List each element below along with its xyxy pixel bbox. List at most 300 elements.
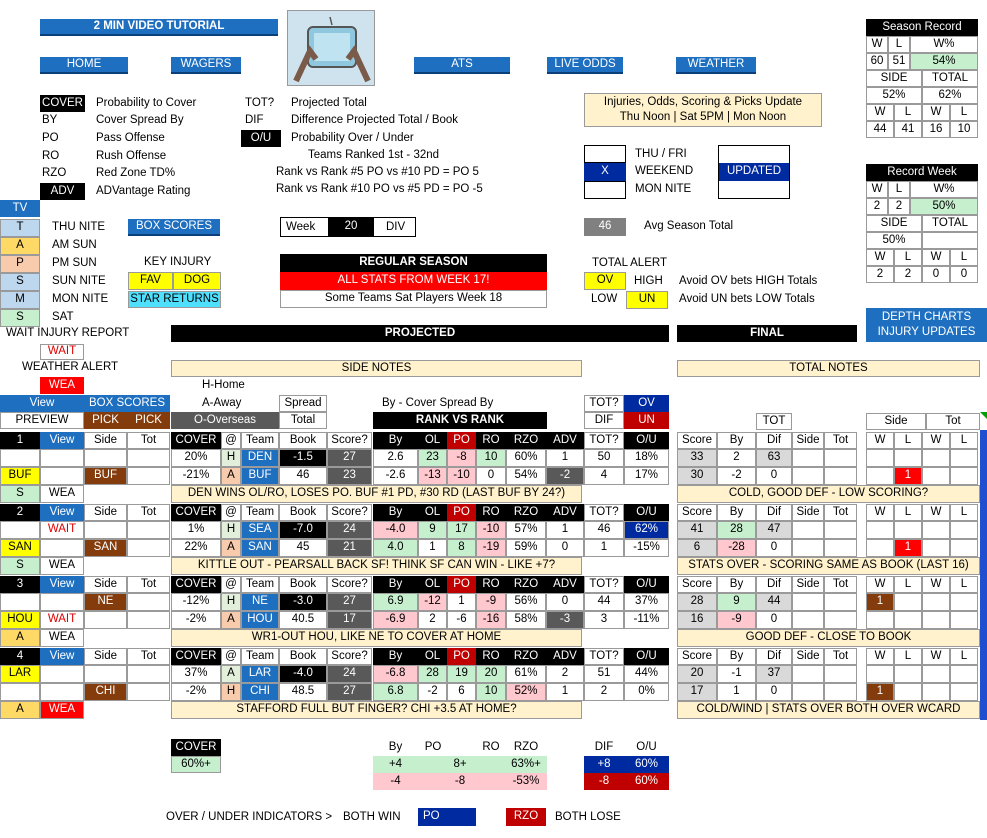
live-odds-button[interactable]: LIVE ODDS [547, 57, 623, 74]
cell-book: -7.0 [279, 521, 327, 539]
col-header-book: Book [279, 576, 327, 593]
final-tot [824, 683, 857, 701]
cell-po: 17 [447, 521, 476, 539]
cell-adv: 1 [546, 683, 584, 701]
col-header-score: Score? [327, 648, 372, 665]
time-slot [0, 449, 40, 467]
cell-ou: 17% [624, 467, 669, 485]
record-w2 [922, 449, 950, 467]
season_record-h3: L [894, 104, 922, 121]
preview-label: PREVIEW [0, 412, 84, 429]
cell-ha: H [221, 449, 241, 467]
cell-rzo: 56% [506, 593, 546, 611]
cell-score: 27 [327, 449, 372, 467]
pick-tot[interactable] [127, 449, 170, 467]
cell-book: -1.5 [279, 449, 327, 467]
game-number: 2 [0, 504, 40, 521]
time-slot [0, 593, 40, 611]
col-header-ol: OL [418, 432, 447, 449]
cell-ou: 18% [624, 449, 669, 467]
cell-by: 4.0 [373, 539, 418, 557]
final-header-fs: Score [677, 504, 717, 521]
updated-frame [718, 145, 790, 199]
col-header-team: Team [241, 648, 279, 665]
season_record-v3: 44 [866, 121, 894, 138]
record-l2 [950, 611, 978, 629]
pick-side[interactable] [84, 665, 127, 683]
tot-header: Tot [127, 504, 170, 521]
cell-po: 8 [447, 539, 476, 557]
cell-po: 19 [447, 665, 476, 683]
pick-tot[interactable] [127, 521, 170, 539]
record_week-total-value [922, 232, 978, 249]
final-fs: 20 [677, 665, 717, 683]
time-code: P [0, 255, 40, 273]
h-home-label: H-Home [202, 379, 245, 391]
cell-ou: 0% [624, 683, 669, 701]
final-tot [824, 521, 857, 539]
rzo-indicator: RZO [506, 808, 546, 826]
season_record-total-label: TOTAL [922, 70, 978, 87]
pick-tot[interactable] [127, 539, 170, 557]
weather-button[interactable]: WEATHER [676, 57, 756, 74]
view-header-button[interactable]: View [0, 395, 84, 412]
pick-side[interactable] [84, 611, 127, 629]
cell-team: CHI [241, 683, 279, 701]
record-header: W [866, 576, 894, 593]
col-header-by: By [373, 504, 418, 521]
record-header: W [922, 648, 950, 665]
col-header-cover: COVER [171, 648, 221, 665]
cell-rzo: 59% [506, 539, 546, 557]
tv-badge: TV [0, 200, 40, 217]
record_week-v1: 2 [866, 198, 888, 215]
div-label: DIV [386, 221, 406, 233]
col-header-ro: RO [476, 504, 506, 521]
col-header-ol: OL [418, 576, 447, 593]
depth-charts-button[interactable] [866, 308, 987, 342]
cell-score: 27 [327, 593, 372, 611]
time-code: M [0, 291, 40, 309]
cell-po: -6 [447, 611, 476, 629]
record-w1: 1 [866, 593, 894, 611]
po-pos: 8+ [453, 757, 467, 770]
injury-note [40, 593, 84, 611]
time-label: SUN NITE [52, 275, 106, 288]
col-header-by: By [373, 648, 418, 665]
record_week-v3: 0 [950, 266, 978, 283]
cell-ha: H [221, 521, 241, 539]
view-button[interactable]: View [40, 576, 84, 593]
time-code: S [0, 273, 40, 291]
record-header: L [950, 432, 978, 449]
legend-key-ro: RO [42, 149, 60, 162]
star-returns-badge: STAR RETURNS [128, 291, 221, 308]
col-header-cover: COVER [171, 576, 221, 593]
record-header: W [922, 432, 950, 449]
col-header-po: PO [447, 504, 476, 521]
record-header: L [950, 576, 978, 593]
final-fb: -9 [717, 611, 756, 629]
final-header-fs: Score [677, 432, 717, 449]
cover-threshold-title: COVER [171, 739, 221, 756]
cell-ou: 44% [624, 665, 669, 683]
pick-side[interactable]: SAN [84, 539, 127, 557]
record-w2 [922, 467, 950, 485]
time-code: T [0, 219, 40, 237]
final-side [792, 467, 824, 485]
view-button[interactable]: View [40, 432, 84, 449]
record-w1 [866, 611, 894, 629]
cell-cover: -21% [171, 467, 221, 485]
pick-tot[interactable] [127, 665, 170, 683]
wagers-button[interactable]: WAGERS [171, 57, 241, 74]
season_record-side-value: 52% [866, 87, 922, 104]
season_record-v1: 51 [888, 53, 910, 70]
cell-ou: -15% [624, 539, 669, 557]
season_record-side-label: SIDE [866, 70, 922, 87]
final-header-fd: Dif [756, 648, 792, 665]
cell-ol: 1 [418, 539, 447, 557]
cell-rzo: 58% [506, 611, 546, 629]
time-label: THU NITE [52, 221, 106, 234]
rzo-pos: 63%+ [511, 757, 541, 770]
final-tot [824, 449, 857, 467]
cell-tot: 51 [584, 665, 624, 683]
cell-po: -8 [447, 449, 476, 467]
game-number: 3 [0, 576, 40, 593]
game-number: 1 [0, 432, 40, 449]
record-week-title: Record Week [866, 164, 978, 181]
legend-key-rzo: RZO [42, 167, 67, 180]
record_week-h3: W [922, 249, 950, 266]
regular-season-title: REGULAR SEASON [280, 254, 547, 272]
time-label: PM SUN [52, 257, 97, 270]
rank-note-1: Teams Ranked 1st - 32nd [308, 149, 440, 161]
final-fs: 6 [677, 539, 717, 557]
key-injury-title: KEY INJURY [144, 256, 212, 268]
time-code: A [0, 701, 40, 719]
home-button[interactable]: HOME [40, 57, 128, 74]
video-tutorial-button[interactable]: 2 MIN VIDEO TUTORIAL [40, 19, 278, 36]
season-record-title: Season Record [866, 19, 978, 36]
final-fb: 1 [717, 683, 756, 701]
col-header-team: Team [241, 504, 279, 521]
time-code: S [0, 485, 40, 503]
final-side [792, 521, 824, 539]
cell-book: 46 [279, 467, 327, 485]
cell-score: 24 [327, 521, 372, 539]
final-fb: 28 [717, 521, 756, 539]
phone-icon [288, 11, 376, 87]
time-slot [0, 521, 40, 539]
wait-injury-label: WAIT INJURY REPORT [6, 327, 130, 339]
col-header-po: PO [447, 576, 476, 593]
cell-ro: 20 [476, 665, 506, 683]
col-header-tot: TOT? [584, 576, 624, 593]
record-header: L [950, 504, 978, 521]
po-threshold-title: PO [424, 740, 442, 753]
record_week-total-label: TOTAL [922, 215, 978, 232]
cell-ha: H [221, 593, 241, 611]
col-header-ha: @ [221, 648, 241, 665]
low-label: LOW [591, 293, 618, 305]
pick-side[interactable]: CHI [84, 683, 127, 701]
season_record-h1: L [888, 36, 910, 53]
weekend-mark: X [584, 163, 626, 181]
total-notes-header: TOTAL NOTES [677, 360, 980, 377]
col-header-ou: O/U [624, 576, 669, 593]
final-fd: 63 [756, 449, 792, 467]
legend-key-tot: TOT? [245, 96, 275, 109]
cell-book: 48.5 [279, 683, 327, 701]
col-header-po: PO [447, 648, 476, 665]
final-header-side: Side [792, 648, 824, 665]
record-w2 [922, 611, 950, 629]
final-header-fb: By [717, 432, 756, 449]
weather-flag: WEA [40, 557, 84, 575]
final-fd: 0 [756, 467, 792, 485]
cell-ol: -2 [418, 683, 447, 701]
col-header-score: Score? [327, 576, 372, 593]
po-indicator: PO [418, 808, 476, 826]
col-header-tot: TOT? [584, 648, 624, 665]
injury-note [40, 665, 84, 683]
cell-ro: -16 [476, 611, 506, 629]
injury-note [40, 467, 84, 485]
record-l2 [950, 449, 978, 467]
game-number: 4 [0, 648, 40, 665]
weather-alert-label: WEATHER ALERT [22, 361, 119, 373]
pick-tot[interactable] [127, 683, 170, 701]
spread-label: Spread [279, 395, 327, 412]
weekend-label: WEEKEND [635, 165, 694, 177]
pick-side[interactable]: BUF [84, 467, 127, 485]
final-tot [824, 593, 857, 611]
col-header-team: Team [241, 576, 279, 593]
scroll-edge-bar[interactable] [980, 430, 987, 720]
final-fd: 0 [756, 683, 792, 701]
final-tot [824, 539, 857, 557]
record-w1 [866, 665, 894, 683]
cell-tot: 46 [584, 521, 624, 539]
week-value[interactable]: 20 [328, 217, 374, 237]
final-fs: 30 [677, 467, 717, 485]
cell-tot: 4 [584, 467, 624, 485]
final-header-fd: Dif [756, 504, 792, 521]
both-lose-label: BOTH LOSE [555, 811, 621, 823]
cell-ha: A [221, 611, 241, 629]
final-header-fs: Score [677, 576, 717, 593]
cell-ol: -12 [418, 593, 447, 611]
final-header-fs: Score [677, 648, 717, 665]
final-header-fb: By [717, 504, 756, 521]
update-line-2: Thu Noon | Sat 5PM | Mon Noon [619, 111, 787, 123]
record_week-v3: 2 [894, 266, 922, 283]
cell-cover: -2% [171, 611, 221, 629]
cell-tot: 1 [584, 539, 624, 557]
final-header-tot: Tot [824, 432, 857, 449]
col-header-by: By [373, 576, 418, 593]
rank-note-2: Rank vs Rank #5 PO vs #10 PD = PO 5 [276, 166, 479, 178]
pick-tot[interactable] [127, 593, 170, 611]
final-fb: 2 [717, 449, 756, 467]
cell-tot: 50 [584, 449, 624, 467]
cell-adv: 1 [546, 449, 584, 467]
final-fs: 17 [677, 683, 717, 701]
final-header-fb: By [717, 576, 756, 593]
record_week-v3: 0 [922, 266, 950, 283]
updated-badge: UPDATED [718, 163, 790, 181]
record-l1 [894, 683, 922, 701]
cell-ha: A [221, 467, 241, 485]
view-button[interactable]: View [40, 504, 84, 521]
record-l2 [950, 593, 978, 611]
col-header-ol: OL [418, 504, 447, 521]
record-header: W [866, 504, 894, 521]
box-scores-button[interactable]: BOX SCORES [128, 219, 220, 236]
record-w1 [866, 521, 894, 539]
dif-neg: -8 [584, 773, 624, 790]
ov-badge: OV [584, 272, 626, 290]
record-l2 [950, 539, 978, 557]
side-notes-header: SIDE NOTES [171, 360, 582, 377]
final-header-fb: By [717, 648, 756, 665]
record-w1 [866, 467, 894, 485]
season_record-h3: W [922, 104, 950, 121]
box-scores-header-button[interactable]: BOX SCORES [84, 395, 170, 412]
cell-book: 40.5 [279, 611, 327, 629]
cell-ro: -10 [476, 521, 506, 539]
rzo-neg: -53% [512, 774, 540, 787]
tot-q-label: TOT? [584, 395, 624, 412]
cell-rzo: 54% [506, 467, 546, 485]
thu-fri-label: THU / FRI [635, 148, 687, 160]
record_week-h3: L [894, 249, 922, 266]
record-w1 [866, 539, 894, 557]
season_record-v3: 10 [950, 121, 978, 138]
record_week-side-value: 50% [866, 232, 922, 249]
week-label: Week [286, 221, 316, 233]
ou-threshold-title: O/U [636, 740, 657, 753]
un-header: UN [624, 412, 669, 429]
pick-tot[interactable] [127, 611, 170, 629]
col-header-ha: @ [221, 576, 241, 593]
time-slot [0, 683, 40, 701]
dog-badge: DOG [173, 272, 221, 290]
col-header-by: By [373, 432, 418, 449]
cell-book: -4.0 [279, 665, 327, 683]
legend-desc-dif: Difference Projected Total / Book [291, 114, 459, 127]
cell-by: -6.9 [373, 611, 418, 629]
col-header-book: Book [279, 648, 327, 665]
cell-score: 24 [327, 665, 372, 683]
pick-side[interactable] [84, 449, 127, 467]
tot-header: Tot [127, 648, 170, 665]
final-tot [824, 611, 857, 629]
record-w2 [922, 683, 950, 701]
time-slot: BUF [0, 467, 40, 485]
side-group-label: Side [866, 413, 926, 430]
pick-side[interactable]: NE [84, 593, 127, 611]
record-header: W [922, 504, 950, 521]
pick-tot[interactable] [127, 467, 170, 485]
record-w2 [922, 593, 950, 611]
cell-team: BUF [241, 467, 279, 485]
ou-pos: 60% [624, 756, 669, 773]
legend-key-by: BY [42, 114, 58, 127]
final-fd: 47 [756, 521, 792, 539]
time-code: A [0, 629, 40, 647]
season_record-h3: L [950, 104, 978, 121]
col-header-tot: TOT? [584, 432, 624, 449]
injury-updates-label: INJURY UPDATES [877, 326, 976, 338]
ou-indicators-label: OVER / UNDER INDICATORS > [166, 811, 333, 823]
stats-alert: ALL STATS FROM WEEK 17! [280, 272, 547, 290]
total-alert-title: TOTAL ALERT [592, 257, 667, 269]
record_week-h1: L [888, 181, 910, 198]
side-header: Side [84, 648, 127, 665]
ats-button[interactable]: ATS [414, 57, 510, 74]
time-code: S [0, 309, 40, 327]
cell-ou: -11% [624, 611, 669, 629]
record_week-h1: W [866, 181, 888, 198]
rzo-threshold-title: RZO [513, 740, 539, 753]
cell-team: NE [241, 593, 279, 611]
update-line-1: Injuries, Odds, Scoring & Picks Update [603, 95, 803, 108]
season_record-h1: W% [910, 36, 978, 53]
record_week-h1: W% [910, 181, 978, 198]
depth-charts-label: DEPTH CHARTS [881, 310, 972, 323]
a-away-label: A-Away [202, 397, 242, 409]
cell-adv: -3 [546, 611, 584, 629]
record_week-h3: L [950, 249, 978, 266]
view-button[interactable]: View [40, 648, 84, 665]
cell-by: 6.8 [373, 683, 418, 701]
both-win-label: BOTH WIN [343, 811, 401, 823]
col-header-book: Book [279, 432, 327, 449]
mon-nite-label: MON NITE [635, 183, 692, 195]
final-tot [824, 665, 857, 683]
final-fd: 0 [756, 611, 792, 629]
high-note: Avoid OV bets HIGH Totals [679, 275, 818, 287]
record-l1: 1 [894, 467, 922, 485]
final-header-tot: Tot [824, 504, 857, 521]
cell-ha: H [221, 683, 241, 701]
thu-fri-box [584, 145, 626, 163]
record-w2 [922, 539, 950, 557]
record-w2 [922, 665, 950, 683]
cell-ou: 37% [624, 593, 669, 611]
ou-neg: 60% [624, 773, 669, 790]
cell-rzo: 52% [506, 683, 546, 701]
legend-desc-rzo: Red Zone TD% [96, 167, 176, 180]
pick-side[interactable] [84, 521, 127, 539]
update-box [584, 93, 822, 127]
record-header: L [894, 432, 922, 449]
col-header-ro: RO [476, 648, 506, 665]
record-l2 [950, 683, 978, 701]
tutorial-thumbnail[interactable] [287, 10, 375, 86]
col-header-rzo: RZO [506, 648, 546, 665]
by-neg: -4 [390, 774, 401, 787]
cell-cover: -2% [171, 683, 221, 701]
cell-tot: 2 [584, 683, 624, 701]
legend-key-dif: DIF [245, 114, 264, 127]
side-note: WR1-OUT HOU, LIKE NE TO COVER AT HOME [171, 629, 582, 647]
cell-ha: A [221, 665, 241, 683]
col-header-ro: RO [476, 432, 506, 449]
